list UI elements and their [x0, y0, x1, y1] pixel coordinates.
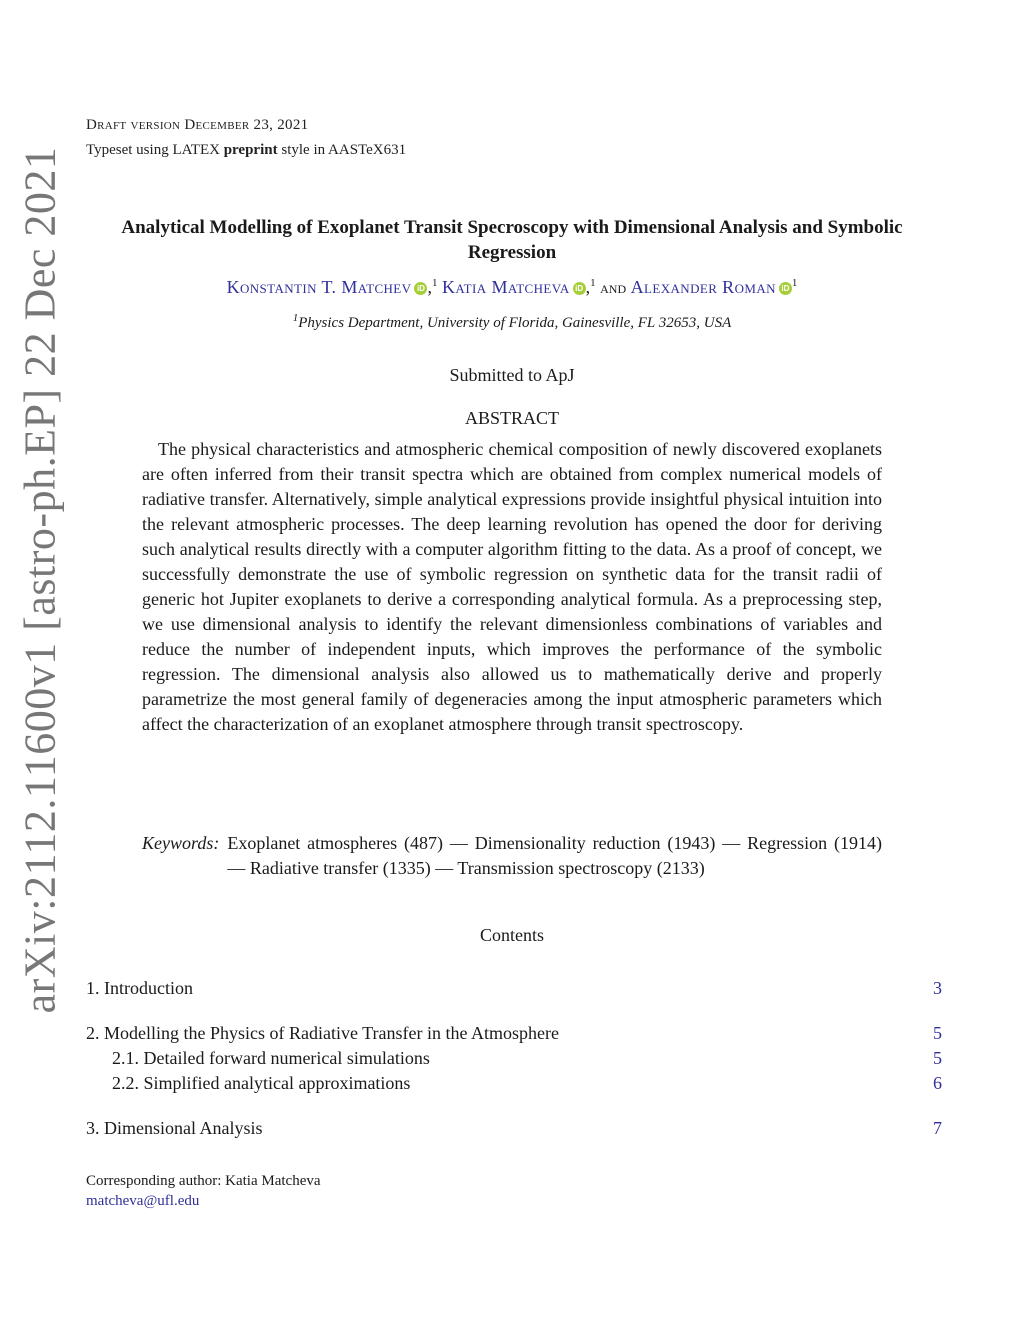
author-name[interactable]: Konstantin T. Matchev	[226, 277, 412, 297]
author-sup: 1	[590, 277, 596, 289]
toc-entry[interactable]	[86, 976, 942, 1001]
author-list: Konstantin T. Matchev iD ,$^1$ Katia Matcheva iD ,$^1$ and Alexander Roman iD $^1$	[226, 277, 798, 297]
toc-label: 2.2. Simplified analytical approximations	[112, 1073, 411, 1093]
email-link[interactable]: matcheva@ufl.edu	[86, 1193, 200, 1209]
toc-page-link[interactable]: 5	[933, 1023, 942, 1043]
typeset-line	[86, 142, 406, 159]
toc-page-link[interactable]: 6	[933, 1073, 942, 1093]
contents-heading: Contents	[479, 925, 544, 945]
paper-title: Analytical Modelling of Exoplanet Transit Specroscopy with Dimensional Analysis and Symbolic Regression	[121, 217, 903, 263]
keywords	[142, 831, 882, 881]
typeset-suffix: style in AASTeX631	[277, 142, 407, 158]
toc-label: 2.1. Detailed forward numerical simulations	[112, 1048, 430, 1068]
affiliation-sup: 1	[292, 312, 299, 324]
latex-logo: LATEX	[172, 142, 220, 158]
footnote	[86, 1171, 321, 1211]
typeset-style: preprint	[223, 142, 278, 158]
author-and: and	[600, 278, 627, 297]
affiliation	[80, 312, 944, 332]
toc-label: 1. Introduction	[86, 978, 193, 998]
toc-entry[interactable]	[86, 1071, 942, 1096]
toc-page-link[interactable]: 7	[933, 1118, 942, 1138]
orcid-icon[interactable]: iD	[779, 282, 792, 295]
toc-label: 3. Dimensional Analysis	[86, 1118, 263, 1138]
toc-label: 2. Modelling the Physics of Radiative Transfer in the Atmosphere	[86, 1023, 559, 1043]
toc-page-link[interactable]: 3	[933, 978, 942, 998]
toc-entry[interactable]	[86, 1046, 942, 1071]
draft-version: Draft version December 23, 2021	[86, 117, 309, 133]
arxiv-id: arXiv:2112.11600v1 [astro-ph.EP] 22 Dec 2021	[15, 146, 65, 1014]
orcid-icon[interactable]: iD	[414, 282, 427, 295]
toc-page-link[interactable]: 5	[933, 1048, 942, 1068]
abstract-heading: ABSTRACT	[464, 408, 560, 428]
toc-entry[interactable]	[86, 1021, 942, 1046]
table-of-contents	[86, 976, 942, 1141]
toc-entry[interactable]	[86, 1116, 942, 1141]
abstract-text: The physical characteristics and atmospheric chemical composition of newly discovered exoplanets are often inferred from their transit spectra which are obtained from complex numerical models of radiative transfer. Alternatively, simple analytical expressions provide insightful physical intuition into the relevant atmospheric processes. The deep learning revolution has opened the door for deriving such analytical results directly with a computer algorithm fitting to the data. As a proof of concept, we successfully demonstrate the use of symbolic regression on synthetic data for the transit radii of generic hot Jupiter exoplanets to derive a corresponding analytical formula. As a preprocessing step, we use dimensional analysis to identify the relevant dimensionless combinations of variables and reduce the number of independent inputs, which improves the performance of the symbolic regression. The dimensional analysis also allowed us to mathematically derive and properly parametrize the most general family of degeneracies among the input atmospheric parameters which affect the characterization of an exoplanet atmosphere through transit spectroscopy.	[142, 439, 882, 734]
arxiv-stamp	[6, 146, 74, 1014]
author-sup: 1	[791, 277, 798, 289]
affiliation-text: Physics Department, University of Florida, Gainesville, FL 32653, USA	[298, 315, 732, 331]
typeset-prefix: Typeset using	[86, 142, 173, 158]
author-sup: 1	[431, 277, 438, 289]
orcid-icon[interactable]: iD	[573, 282, 586, 295]
keywords-text: Exoplanet atmospheres (487) — Dimensionality reduction (1943) — Regression (1914) — Radiative transfer (1335) — Transmission spectroscopy (2133)	[227, 833, 882, 878]
corresponding-author: Corresponding author: Katia Matcheva	[86, 1173, 321, 1189]
author-name[interactable]: Alexander Roman	[630, 277, 776, 297]
submitted-to: Submitted to ApJ	[449, 365, 575, 385]
author-name[interactable]: Katia Matcheva	[441, 277, 570, 297]
keywords-label: Keywords:	[142, 833, 220, 853]
